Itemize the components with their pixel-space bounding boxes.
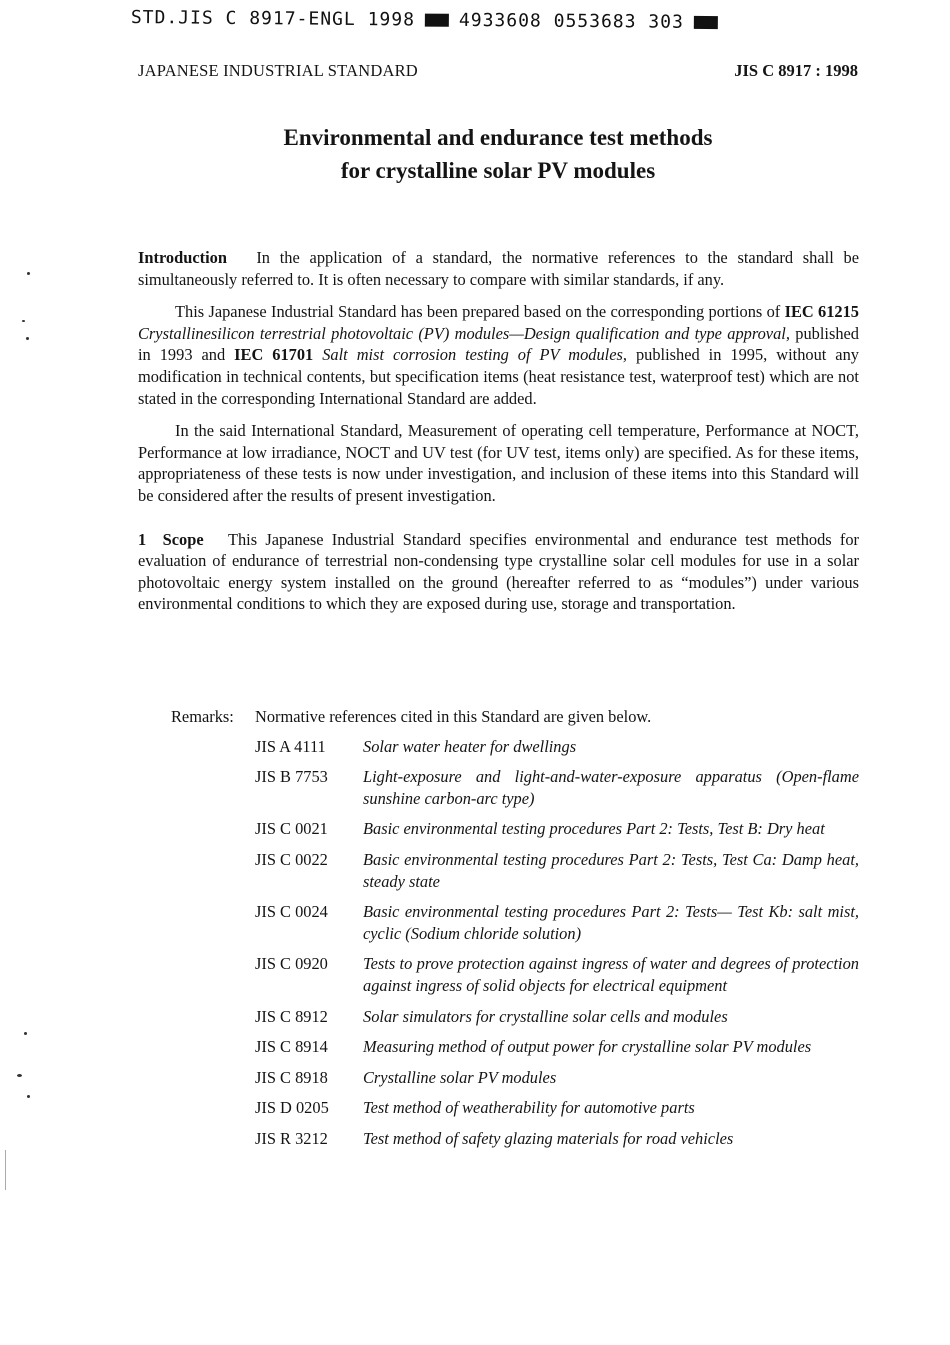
reference-code: JIS C 0021: [255, 819, 328, 839]
stamp-number: 4933608 0553683 303: [458, 9, 684, 33]
remarks-text: Normative references cited in this Standard are given below.: [255, 707, 652, 726]
introduction-text: In the application of a standard, the normative references to the standard shall be simultaneously referred to. It is often necessary to compare with similar standards, if any.: [138, 248, 859, 289]
reference-code: JIS D 0205: [255, 1098, 329, 1118]
remarks-label: Remarks:: [171, 707, 234, 726]
reference-item: [255, 1067, 871, 1089]
reference-item: [255, 953, 871, 996]
title-line-2: for crystalline solar PV modules: [340, 158, 656, 183]
basis-text: published in 1993 and: [138, 323, 859, 365]
reference-title: Tests to prove protection against ingress of water and degrees of protection against ingress of solid objects for electrical equipment: [363, 954, 859, 995]
scope-paragraph: [138, 529, 859, 615]
reference-title: Basic environmental testing procedures Part 2: Tests, Test Ca: Damp heat, steady state: [363, 849, 859, 891]
reference-title: Crystalline solar PV modules: [363, 1067, 557, 1087]
reference-item: [255, 736, 871, 758]
title-line-1: Environmental and endurance test methods: [283, 125, 713, 150]
reference-title: Solar water heater for dwellings: [363, 736, 577, 756]
standard-number: JIS C 8917 : 1998: [734, 61, 858, 80]
reference-title: Basic environmental testing procedures Part 2: Tests— Test Kb: salt mist, cyclic (Sodium chloride solution): [363, 902, 859, 943]
reference-code: JIS C 8912: [255, 1006, 328, 1026]
reference-code: JIS C 8914: [255, 1037, 328, 1057]
reference-item: [255, 849, 871, 892]
reference-code: JIS B 7753: [255, 767, 328, 787]
reference-item: [255, 1006, 871, 1028]
standard-header: JAPANESE INDUSTRIAL STANDARD: [138, 61, 418, 80]
stamp-block-mark: [425, 13, 449, 26]
page-title: [138, 121, 858, 187]
reference-code: JIS C 0920: [255, 954, 328, 974]
reference-title: Test method of safety glazing materials for road vehicles: [363, 1128, 734, 1148]
iec-61701-ref: IEC 61701: [234, 345, 314, 365]
reference-item: [255, 1097, 871, 1119]
basis-paragraph: [138, 301, 859, 409]
stamp-block-mark: [694, 15, 718, 28]
iec-61701-title: Salt mist corrosion testing of PV modules,: [322, 345, 627, 365]
normative-references-list: [171, 736, 871, 1150]
reference-code: JIS C 8918: [255, 1067, 328, 1087]
iec-61215-title: Crystallinesilicon terrestrial photovoltaic (PV) modules—Design qualification and type approval,: [138, 323, 790, 343]
basis-text: This Japanese Industrial Standard has been prepared based on the corresponding portions of: [175, 302, 785, 322]
iec-61215-ref: IEC 61215: [784, 302, 860, 322]
reference-code: JIS C 0024: [255, 902, 328, 922]
stamp-id: STD.JIS C 8917-ENGL 1998: [130, 6, 416, 30]
investigation-paragraph: In the said International Standard, Measurement of operating cell temperature, Performance at NOCT, Performance at low irradiance, NOCT and UV test (for UV test, items only) are specified. As for these items, appropriateness of these tests is now under investigation, and inclusion of these items into this Standard will be considered after the results of present investigation.: [138, 421, 859, 505]
reference-item: [255, 818, 871, 840]
reference-item: [255, 1128, 871, 1150]
scope-number: 1: [138, 529, 147, 549]
reference-title: Measuring method of output power for crystalline solar PV modules: [363, 1037, 812, 1057]
margin-mark: [5, 1150, 6, 1190]
reference-item: [255, 1036, 871, 1058]
reference-code: JIS A 4111: [255, 736, 326, 756]
reference-title: Test method of weatherability for automotive parts: [363, 1098, 695, 1118]
reference-item: [255, 766, 871, 809]
reference-code: JIS R 3212: [255, 1128, 328, 1148]
reference-item: [255, 901, 871, 944]
reference-title: Light-exposure and light-and-water-exposure apparatus (Open-flame sunshine carbon-arc type): [363, 767, 859, 808]
document-body: [138, 247, 859, 626]
introduction-paragraph: [138, 247, 859, 290]
introduction-heading: Introduction: [138, 248, 227, 267]
basis-text: published in 1995, without any modification in technical contents, but specification items (heat resistance test, waterproof test) which are not stated in the corresponding International Standard are added.: [138, 345, 859, 408]
remarks-section: [171, 706, 871, 1159]
document-stamp: [131, 4, 731, 35]
scope-text: This Japanese Industrial Standard specifies environmental and endurance test methods for evaluation of endurance of terrestrial non-condensing type crystalline solar cell modules for use in a solar photovoltaic energy system installed on the ground (hereafter referred to as “modules”) under various environmental conditions to which they are exposed during use, storage and transportation.: [138, 529, 859, 614]
reference-title: Solar simulators for crystalline solar cells and modules: [363, 1006, 728, 1026]
reference-code: JIS C 0022: [255, 849, 328, 869]
scope-heading: Scope: [162, 529, 204, 549]
reference-title: Basic environmental testing procedures Part 2: Tests, Test B: Dry heat: [363, 819, 825, 839]
